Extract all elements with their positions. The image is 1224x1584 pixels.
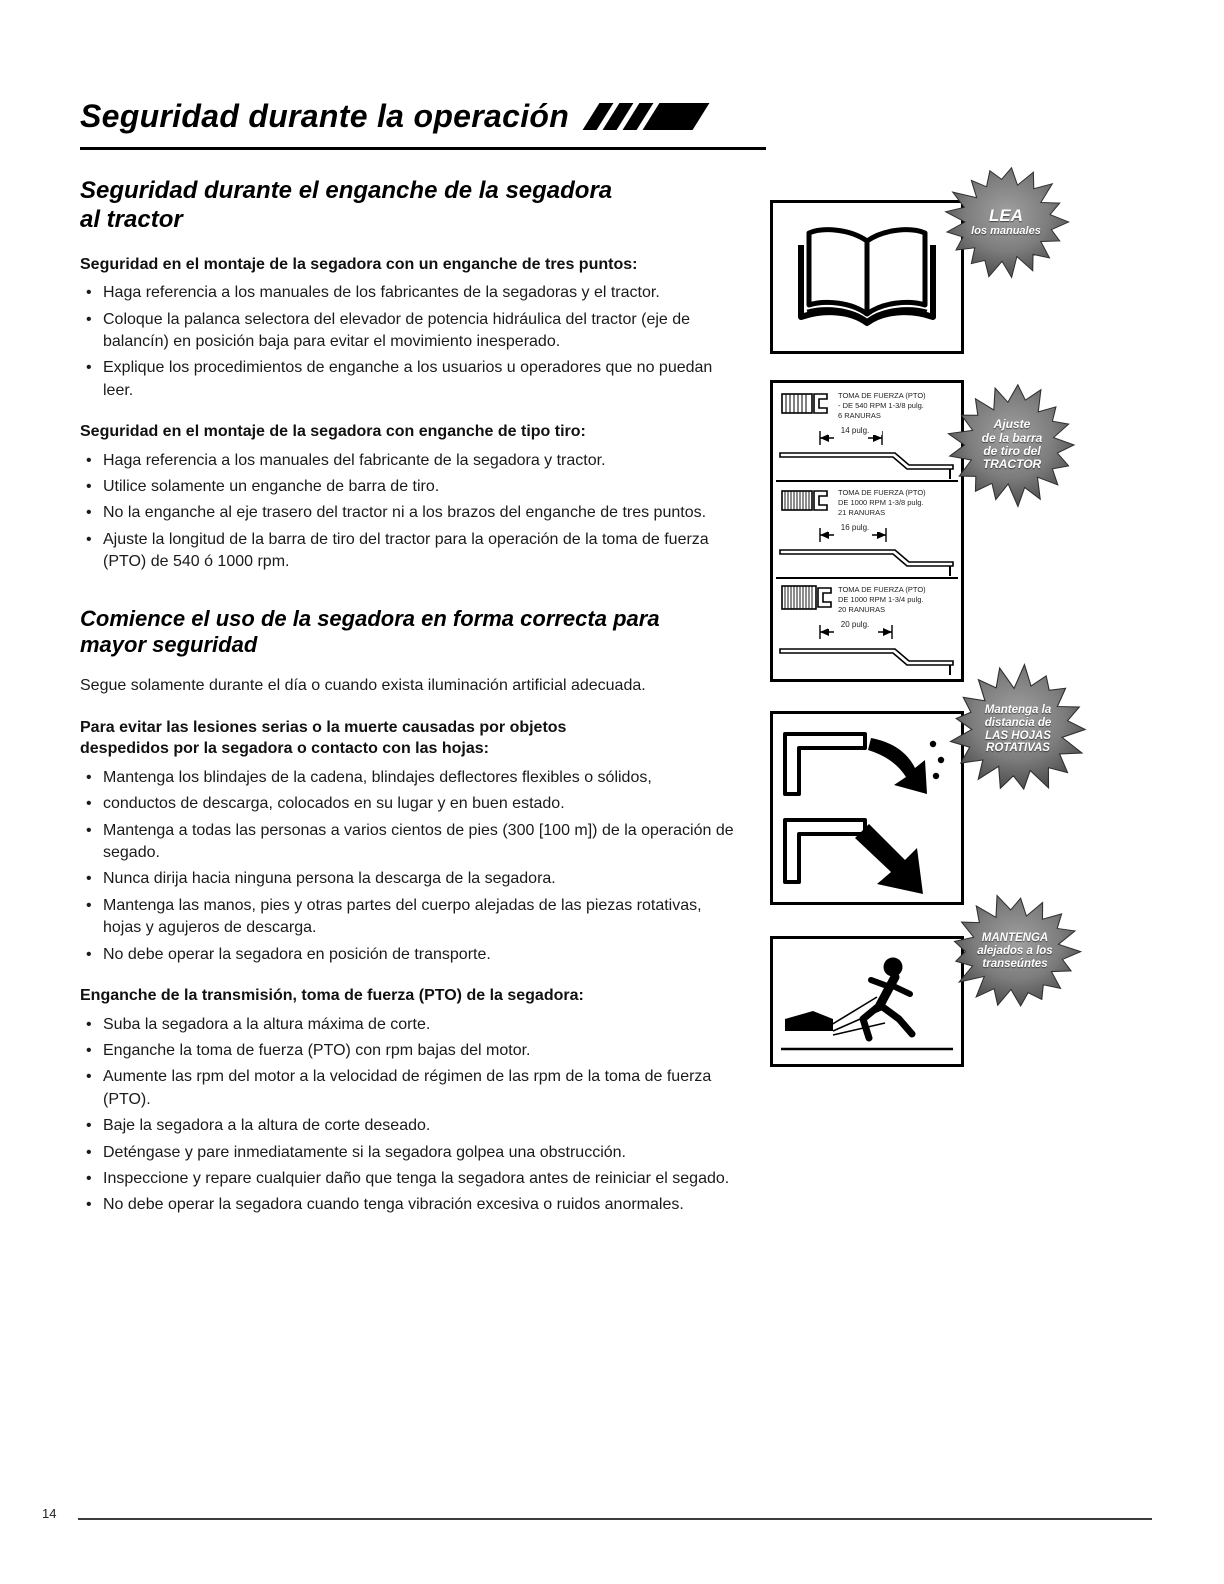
bullet-item: • Ajuste la longitud de la barra de tiro del tractor para la operación de la toma de fuerza (PTO) de 540 ó 1000 rpm. (80, 529, 740, 574)
footer-rule (78, 1518, 1152, 1520)
pto-label-line: 6 RANURAS (838, 410, 881, 420)
section2-sub1-heading (80, 717, 766, 760)
bullet-item: • Enganche la toma de fuerza (PTO) con rpm bajas del motor. (80, 1040, 740, 1062)
bullet-item: • Utilice solamente un enganche de barra de tiro. (80, 476, 740, 498)
bullet-item: • No debe operar la segadora en posición de transporte. (80, 944, 740, 966)
pto-label-line: 21 RANURAS (838, 507, 886, 517)
section1-heading-line1: Seguridad durante el enganche de la segadora (80, 177, 613, 204)
title-slashes-graphic (591, 102, 701, 132)
bullet-item: • Haga referencia a los manuales del fabricante de la segadora y tractor. (80, 450, 740, 472)
pto-diagram-row-1000b (776, 579, 958, 676)
starburst-rotating-blades (948, 663, 1088, 796)
section2-heading (80, 606, 766, 660)
figure-rotating-blades (770, 711, 964, 905)
section1-sub1-bullet-list (80, 282, 766, 402)
starburst-text: Ajuste de la barra de tiro del TRACTOR (981, 417, 1043, 472)
pto-label-line: TOMA DE FUERZA (PTO) (838, 585, 926, 594)
pto-measure-label: 20 pulg. (828, 620, 882, 629)
pto-diagram-row-540 (776, 385, 958, 482)
page-title: Seguridad durante la operación (80, 98, 570, 134)
open-book-icon (773, 203, 961, 351)
mower-discharge-icon (773, 714, 961, 902)
bullet-item: • Baje la segadora a la altura de corte deseado. (80, 1115, 740, 1137)
section1-sub2-bullet-list (80, 450, 766, 574)
pto-measure-label: 14 pulg. (828, 426, 882, 435)
section1-sub1-heading: Seguridad en el montaje de la segadora con un enganche de tres puntos: (80, 255, 638, 273)
bullet-item: • Nunca dirija hacia ninguna persona la descarga de la segadora. (80, 868, 740, 890)
page-number: 14 (42, 1506, 57, 1521)
section2-sub2-bullet-list (80, 1014, 766, 1217)
section1-heading (80, 176, 766, 235)
bullet-item: • Mantenga a todas las personas a varios cientos de pies (300 [100 m]) de la operación de segado. (80, 820, 740, 865)
pto-label-line: DE 1000 RPM 1-3/8 pulg. (838, 497, 924, 507)
figure-read-manuals (770, 200, 964, 354)
section2-sub1-heading-line1: Para evitar las lesiones serias o la muerte causadas por objetos (80, 718, 567, 736)
starburst-bystanders (948, 892, 1082, 1011)
bullet-item: • Mantenga las manos, pies y otras partes del cuerpo alejadas de las piezas rotativas, hojas y agujeros de descarga. (80, 895, 740, 940)
pto-label-line: 20 RANURAS (838, 604, 886, 614)
bullet-item: • No debe operar la segadora cuando tenga vibración excesiva o ruidos anormales. (80, 1194, 740, 1216)
bullet-item: • Mantenga los blindajes de la cadena, blindajes deflectores flexibles o sólidos, (80, 767, 740, 789)
starburst-adjust-drawbar (946, 382, 1078, 508)
starburst-text: LEA los manuales (971, 206, 1041, 238)
pto-label-block (838, 488, 956, 517)
section2-heading-line1: Comience el uso de la segadora en forma correcta para (80, 605, 660, 631)
bullet-item: • conductos de descarga, colocados en su lugar y en buen estado. (80, 793, 740, 815)
section2-sub1-heading-line2: despedidos por la segadora o contacto con las hojas: (80, 740, 489, 758)
pto-label-line: DE 1000 RPM 1-3/4 pulg. (838, 594, 924, 604)
starburst-text: MANTENGA alejados a los transeúntes (977, 932, 1053, 970)
page-title-row (80, 98, 766, 150)
bullet-item: • Coloque la palanca selectora del elevador de potencia hidráulica del tractor (eje de balancín) en posición baja para evitar el movimiento inesperado. (80, 309, 740, 354)
pto-label-block (838, 585, 956, 614)
bullet-item: • No la enganche al eje trasero del tractor ni a los brazos del enganche de tres puntos. (80, 502, 740, 524)
bullet-item: • Haga referencia a los manuales de los fabricantes de la segadoras y el tractor. (80, 282, 740, 304)
pto-label-block (838, 391, 956, 420)
bullet-item: • Aumente las rpm del motor a la velocidad de régimen de las rpm de la toma de fuerza (PTO). (80, 1066, 740, 1111)
section1-sub2-heading: Seguridad en el montaje de la segadora con enganche de tipo tiro: (80, 423, 586, 441)
running-person-icon (773, 939, 961, 1064)
pto-label-line: TOMA DE FUERZA (PTO) (838, 391, 926, 400)
bullet-item: • Deténgase y pare inmediatamente si la segadora golpea una obstrucción. (80, 1142, 740, 1164)
bullet-item: • Explique los procedimientos de enganche a los usuarios u operadores que no puedan leer. (80, 357, 740, 402)
starburst-text: Mantenga la distancia de LAS HOJAS ROTATIVAS (984, 703, 1052, 755)
pto-measure-label: 16 pulg. (828, 523, 882, 532)
section1-heading-line2: al tractor (80, 206, 183, 234)
starburst-read-manuals (942, 164, 1070, 280)
figure-bystanders (770, 936, 964, 1067)
pto-label-line: - DE 540 RPM 1-3/8 pulg. (838, 400, 924, 410)
pto-diagram-row-1000a (776, 482, 958, 579)
pto-label-line: TOMA DE FUERZA (PTO) (838, 488, 926, 497)
bullet-item: • Suba la segadora a la altura máxima de corte. (80, 1014, 740, 1036)
figure-pto-drawbar (770, 380, 964, 682)
section2-heading-line2: mayor seguridad (80, 632, 258, 658)
bullet-item: • Inspeccione y repare cualquier daño que tenga la segadora antes de reiniciar el segado. (80, 1168, 740, 1190)
section2-sub1-bullet-list (80, 767, 766, 966)
text-column (80, 98, 766, 1221)
section2-sub2-heading: Enganche de la transmisión, toma de fuerza (PTO) de la segadora: (80, 986, 584, 1004)
section2-intro: Segue solamente durante el día o cuando exista iluminación artificial adecuada. (80, 677, 646, 695)
